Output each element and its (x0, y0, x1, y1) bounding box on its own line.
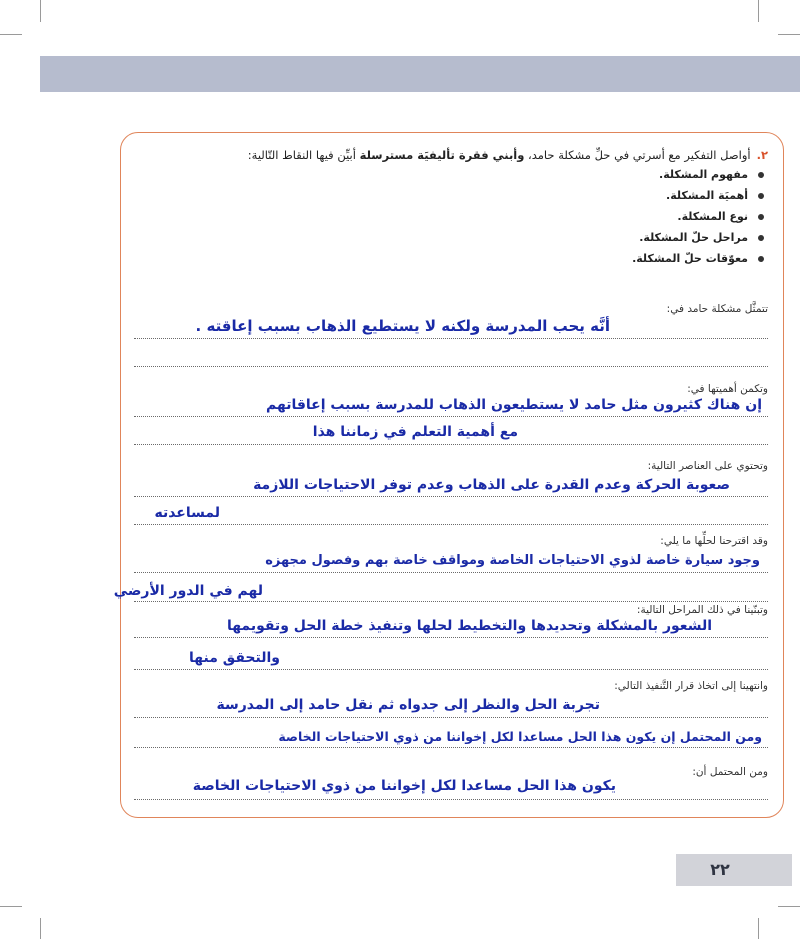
answer-line (134, 444, 768, 445)
answer-possibility-line-1: يكون هذا الحل مساعدا لكل إخواننا من ذوي الاحتياجات الخاصة (192, 778, 616, 794)
answer-suggestions-line-1: وجود سيارة خاصة لذوي الاحتياجات الخاصة ومواقف خاصة بهم وفصول مجهزه (265, 553, 760, 568)
answer-line (134, 366, 768, 367)
bullet-list (364, 164, 764, 269)
crop-mark (0, 34, 22, 35)
question-prompt (134, 148, 768, 162)
answer-importance-line-1: إن هناك كثيرون مثل حامد لا يستطيعون الذهاب للمدرسة بسبب إعاقاتهم (265, 397, 762, 413)
question-text-start: أواصل التفكير مع أسرتي في حلِّ مشكلة حامد، (524, 148, 751, 162)
page-number: ٢٢ (710, 860, 730, 879)
bullet-dot-icon (758, 193, 764, 199)
section-label-possibility: ومن المحتمل أن: (692, 766, 768, 778)
answer-decision-line-2: ومن المحتمل إن يكون هذا الحل مساعدا لكل إخواننا من ذوي الاحتياجات الخاصة (278, 729, 762, 744)
answer-stages-line-2: والتحقق منها (188, 650, 280, 666)
section-label-importance: وتكمن أهميتها في: (687, 383, 768, 395)
section-label-decision: وانتهينا إلى اتخاذ قرار التَّنفيذ التالي: (614, 680, 768, 692)
crop-mark (0, 906, 22, 907)
answer-importance-line-2: مع أهمية التعلم في زماننا هذا (312, 424, 518, 440)
section-label-stages: وتبنّينا في ذلك المراحل التالية: (636, 604, 768, 616)
answer-line (134, 717, 768, 718)
bullet-dot-icon (758, 235, 764, 241)
list-item: مفهوم المشكلة. (364, 164, 764, 185)
crop-mark (778, 906, 800, 907)
list-item: مراحل حلّ المشكلة. (364, 227, 764, 248)
answer-line (134, 416, 768, 417)
answer-line (134, 572, 768, 573)
question-text-bold: وأبني فقرة تأليفيَة مسترسلة (359, 148, 525, 162)
answer-line (134, 601, 768, 602)
answer-line (134, 496, 768, 497)
bullet-dot-icon (758, 256, 764, 262)
answer-line (134, 669, 768, 670)
list-item: أهميَة المشكلة. (364, 185, 764, 206)
crop-mark (778, 34, 800, 35)
answer-line (134, 747, 768, 748)
answer-line (134, 799, 768, 800)
question-number: ٢. (756, 148, 768, 162)
section-label-suggestions: وقد اقترحنا لحلِّها ما يلي: (660, 535, 768, 547)
bullet-dot-icon (758, 172, 764, 178)
answer-elements-line-2: لمساعدته (154, 505, 220, 521)
question-text-end: أبيِّن فيها النقاط التّالية: (247, 148, 360, 162)
list-item: معوّقات حلّ المشكلة. (364, 248, 764, 269)
answer-stages-line-1: الشعور بالمشكلة وتحديدها والتخطيط لحلها وتنفيذ خطة الحل وتقويمها (226, 618, 712, 634)
exercise-content (113, 140, 768, 816)
answer-decision-line-1: تجربة الحل والنظر إلى جدواه ثم نقل حامد إلى المدرسة (216, 697, 600, 713)
answer-suggestions-line-2: لهم في الدور الأرضي (113, 583, 263, 599)
crop-mark (40, 918, 41, 939)
bullet-dot-icon (758, 214, 764, 220)
answer-line (134, 338, 768, 339)
answer-line (134, 524, 768, 525)
crop-mark (758, 0, 759, 22)
answer-elements-line-1: صعوبة الحركة وعدم القدرة على الذهاب وعدم توفر الاحتياجات اللازمة (253, 477, 730, 493)
crop-mark (758, 918, 759, 939)
section-label-elements: وتحتوي على العناصر التالية: (647, 460, 768, 472)
answer-problem-line-1: أنَّه يحب المدرسة ولكنه لا يستطيع الذهاب بسبب إعاقته . (195, 317, 610, 335)
crop-mark (40, 0, 41, 22)
header-band (40, 56, 800, 92)
list-item: نوع المشكلة. (364, 206, 764, 227)
answer-line (134, 637, 768, 638)
section-label-problem: تتمثَّل مشكلة حامد في: (666, 303, 768, 315)
